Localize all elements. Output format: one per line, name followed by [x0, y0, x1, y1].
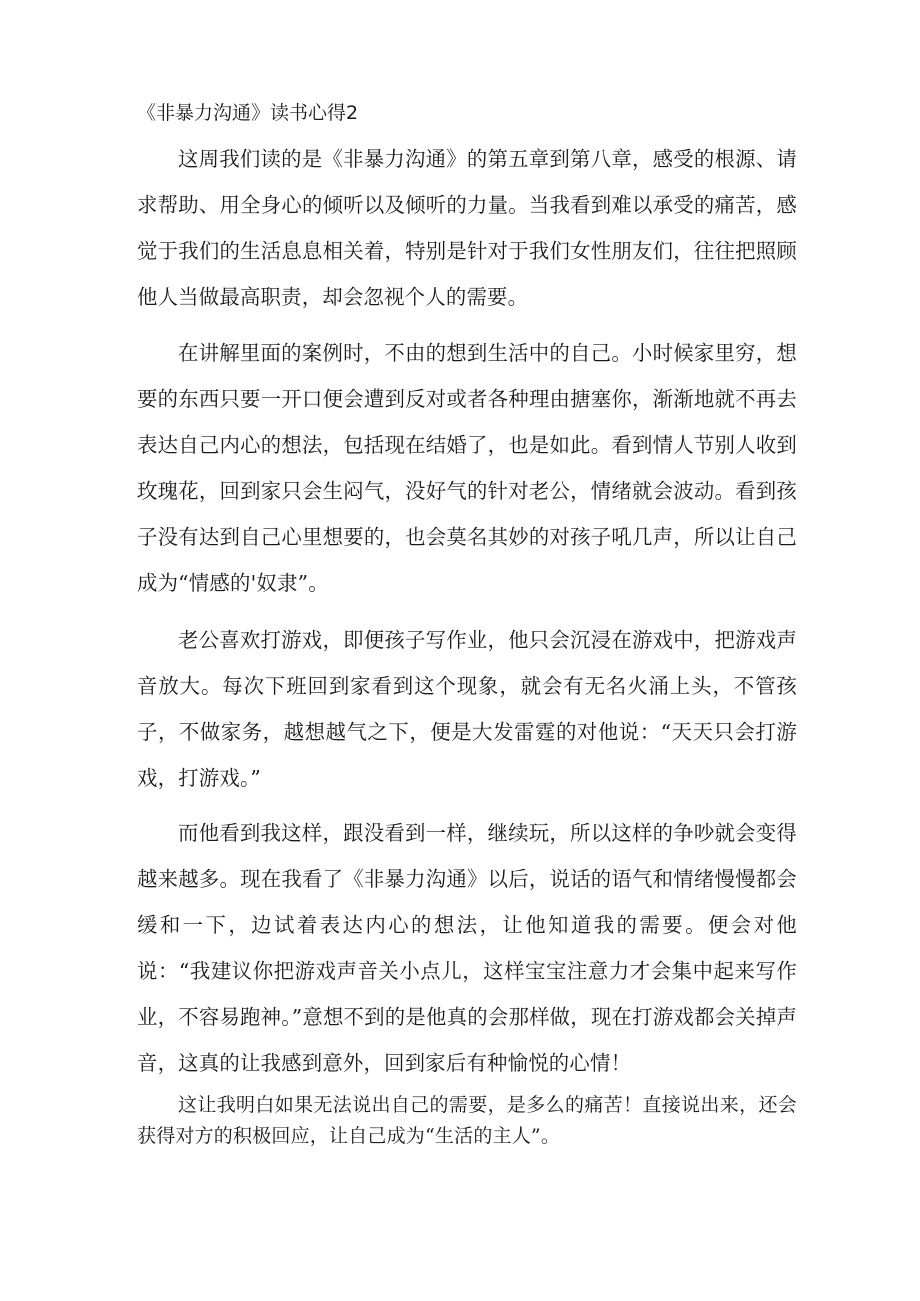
paragraph-5: 这让我明白如果无法说出自己的需要，是多么的痛苦！直接说出来，还会获得对方的积极回应，让自己成为“生活的主人”。	[137, 1094, 797, 1147]
paragraph-1: 这周我们读的是《非暴力沟通》的第五章到第八章，感受的根源、请求帮助、用全身心的倾听以及倾听的力量。当我看到难以承受的痛苦，感觉于我们的生活息息相关着，特别是针对于我们女性朋友们，往往把照顾他人当做最高职责，却会忽视个人的需要。	[137, 147, 797, 309]
paragraph-4: 而他看到我这样，跟没看到一样，继续玩，所以这样的争吵就会变得越来越多。现在我看了《非暴力沟通》以后，说话的语气和情绪慢慢都会缓和一下，边试着表达内心的想法，让他知道我的需要。便会对他说：“我建议你把游戏声音关小点儿，这样宝宝注意力才会集中起来写作业，不容易跑神。”意想不到的是他真的会那样做，现在打游戏都会关掉声音，这真的让我感到意外，回到家后有种愉悦的心情！	[137, 821, 797, 1075]
paragraph-3: 老公喜欢打游戏，即便孩子写作业，他只会沉浸在游戏中，把游戏声音放大。每次下班回到家看到这个现象，就会有无名火涌上头，不管孩子，不做家务，越想越气之下，便是大发雷霆的对他说：“天天只会打游戏，打游戏。”	[137, 628, 797, 790]
paragraph-2: 在讲解里面的案例时，不由的想到生活中的自己。小时候家里穷，想要的东西只要一开口便会遭到反对或者各种理由搪塞你，渐渐地就不再去表达自己内心的想法，包括现在结婚了，也是如此。看到情人节别人收到玫瑰花，回到家只会生闷气，没好气的针对老公，情绪就会波动。看到孩子没有达到自己心里想要的，也会莫名其妙的对孩子吼几声，所以让自己成为“情感的'奴隶”。	[137, 341, 797, 595]
document-title: 《非暴力沟通》读书心得2	[137, 102, 359, 124]
